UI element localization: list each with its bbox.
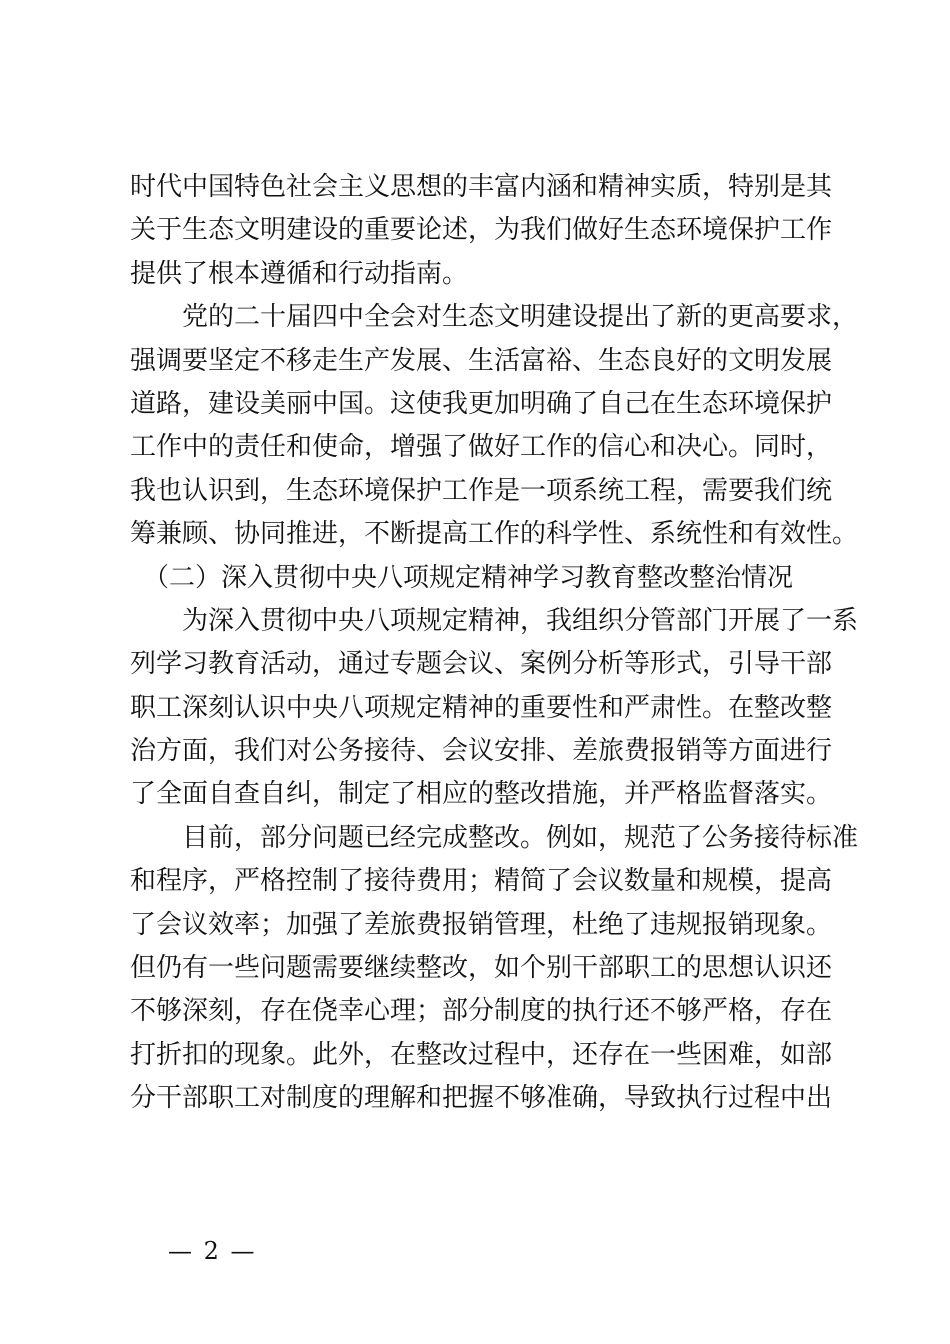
paragraph-line: 工作中的责任和使命，增强了做好工作的信心和决心。同时，	[130, 432, 833, 463]
paragraph-line: 目前，部分问题已经完成整改。例如，规范了公务接待标准	[130, 822, 859, 853]
paragraph-line: 和程序，严格控制了接待费用；精简了会议数量和规模，提高	[130, 866, 833, 897]
paragraph-line: 治方面，我们对公务接待、会议安排、差旅费报销等方面进行	[130, 736, 833, 767]
paragraph-line: 时代中国特色社会主义思想的丰富内涵和精神实质，特别是其	[130, 172, 833, 202]
paragraph-line: 职工深刻认识中央八项规定精神的重要性和严肃性。在整改整	[130, 692, 833, 723]
paragraph-line: 但仍有一些问题需要继续整改，如个别干部职工的思想认识还	[130, 953, 833, 984]
section-heading: （二）深入贯彻中央八项规定精神学习教育整改整治情况	[130, 562, 794, 593]
paragraph-line: 为深入贯彻中央八项规定精神，我组织分管部门开展了一系	[130, 605, 859, 636]
paragraph-line: 道路，建设美丽中国。这使我更加明确了自己在生态环境保护	[130, 388, 833, 419]
paragraph-line: 强调要坚定不移走生产发展、生活富裕、生态良好的文明发展	[130, 345, 833, 376]
paragraph-line: 了会议效率；加强了差旅费报销管理，杜绝了违规报销现象。	[130, 909, 833, 940]
paragraph-line: 不够深刻，存在侥幸心理；部分制度的执行还不够严格，存在	[130, 996, 833, 1027]
document-body	[130, 166, 859, 1121]
paragraph-line: 党的二十届四中全会对生态文明建设提出了新的更高要求，	[130, 302, 859, 333]
paragraph-line: 了全面自查自纠，制定了相应的整改措施，并严格监督落实。	[130, 779, 833, 810]
paragraph-line: 打折扣的现象。此外，在整改过程中，还存在一些困难，如部	[130, 1039, 833, 1070]
paragraph-line: 分干部职工对制度的理解和把握不够准确，导致执行过程中出	[130, 1083, 833, 1114]
page-number: — 2 —	[168, 1237, 257, 1265]
paragraph-line: 列学习教育活动，通过专题会议、案例分析等形式，引导干部	[130, 649, 833, 680]
paragraph-line: 筹兼顾、协同推进，不断提高工作的科学性、系统性和有效性。	[130, 519, 859, 550]
paragraph-line: 提供了根本遵循和行动指南。	[130, 258, 469, 289]
paragraph-line: 关于生态文明建设的重要论述，为我们做好生态环境保护工作	[130, 215, 833, 246]
paragraph-line: 我也认识到，生态环境保护工作是一项系统工程，需要我们统	[130, 475, 833, 506]
